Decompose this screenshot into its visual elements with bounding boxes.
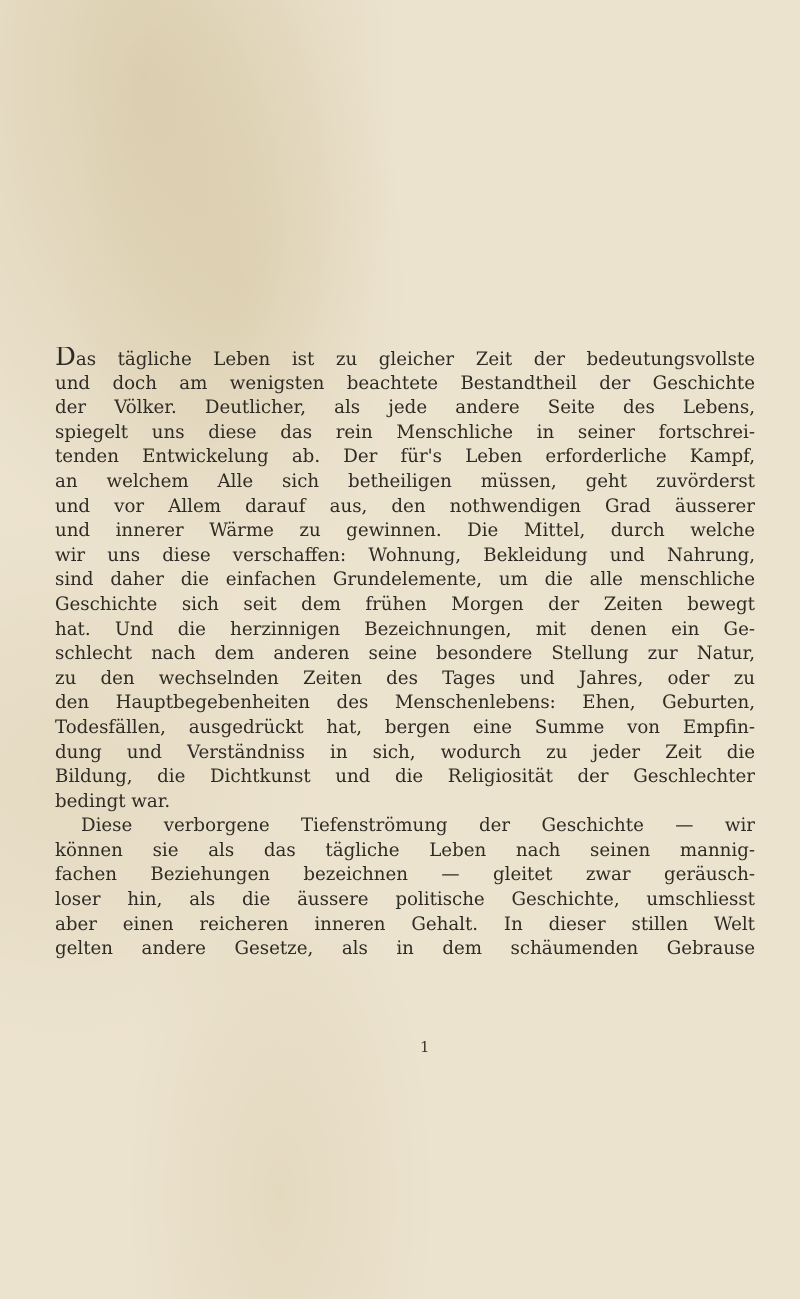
text-line: der Völker. Deutlicher, als jede andere Seite des Lebens,	[55, 397, 755, 419]
text-line: aber einen reicheren inneren Gehalt. In dieser stillen Welt	[55, 913, 755, 935]
text-line: schlecht nach dem anderen seine besondere Stellung zur Natur,	[55, 643, 755, 665]
text-line: den Hauptbegebenheiten des Menschenlebens: Ehen, Geburten,	[55, 692, 755, 714]
initial-letter: D	[55, 347, 76, 372]
text-line: an welchem Alle sich betheiligen müssen, geht zuvörderst	[55, 470, 755, 492]
text-line: fachen Beziehungen bezeichnen — gleitet zwar geräusch-	[55, 864, 755, 886]
paragraph-1	[55, 347, 755, 814]
text-line: Bildung, die Dichtkunst und die Religiosität der Geschlechter	[55, 766, 755, 788]
paragraph-2	[55, 814, 755, 962]
text-line: und vor Allem darauf aus, den nothwendigen Grad äusserer	[55, 495, 755, 517]
text-line: Diese verborgene Tiefenströmung der Geschichte — wir	[81, 815, 755, 837]
text-line: und doch am wenigsten beachtete Bestandtheil der Geschichte	[55, 372, 755, 394]
text-line: hat. Und die herzinnigen Bezeichnungen, mit denen ein Ge-	[55, 618, 755, 640]
text-line: können sie als das tägliche Leben nach seinen mannig-	[55, 839, 755, 861]
text-line: Das tägliche Leben ist zu gleicher Zeit der bedeutungsvollste	[55, 347, 755, 372]
text-line: spiegelt uns diese das rein Menschliche in seiner fortschrei-	[55, 421, 755, 443]
text-line: zu den wechselnden Zeiten des Tages und Jahres, oder zu	[55, 667, 755, 689]
text-line: loser hin, als die äussere politische Geschichte, umschliesst	[55, 889, 755, 911]
text-line: bedingt war.	[55, 790, 171, 812]
text-line: Geschichte sich seit dem frühen Morgen der Zeiten bewegt	[55, 593, 755, 615]
text-line: und innerer Wärme zu gewinnen. Die Mittel, durch welche	[55, 520, 755, 542]
text-line: sind daher die einfachen Grundelemente, um die alle menschliche	[55, 569, 755, 591]
page-number: 1	[420, 1038, 430, 1056]
text-line: gelten andere Gesetze, als in dem schäumenden Gebrause	[55, 938, 755, 960]
text-line: wir uns diese verschaffen: Wohnung, Bekleidung und Nahrung,	[55, 544, 755, 566]
text-line: dung und Verständniss in sich, wodurch zu jeder Zeit die	[55, 741, 755, 763]
text-line: tenden Entwickelung ab. Der für's Leben erforderliche Kampf,	[55, 446, 755, 468]
text-line: Todesfällen, ausgedrückt hat, bergen eine Summe von Empfin-	[55, 716, 755, 738]
body-text	[55, 347, 755, 962]
